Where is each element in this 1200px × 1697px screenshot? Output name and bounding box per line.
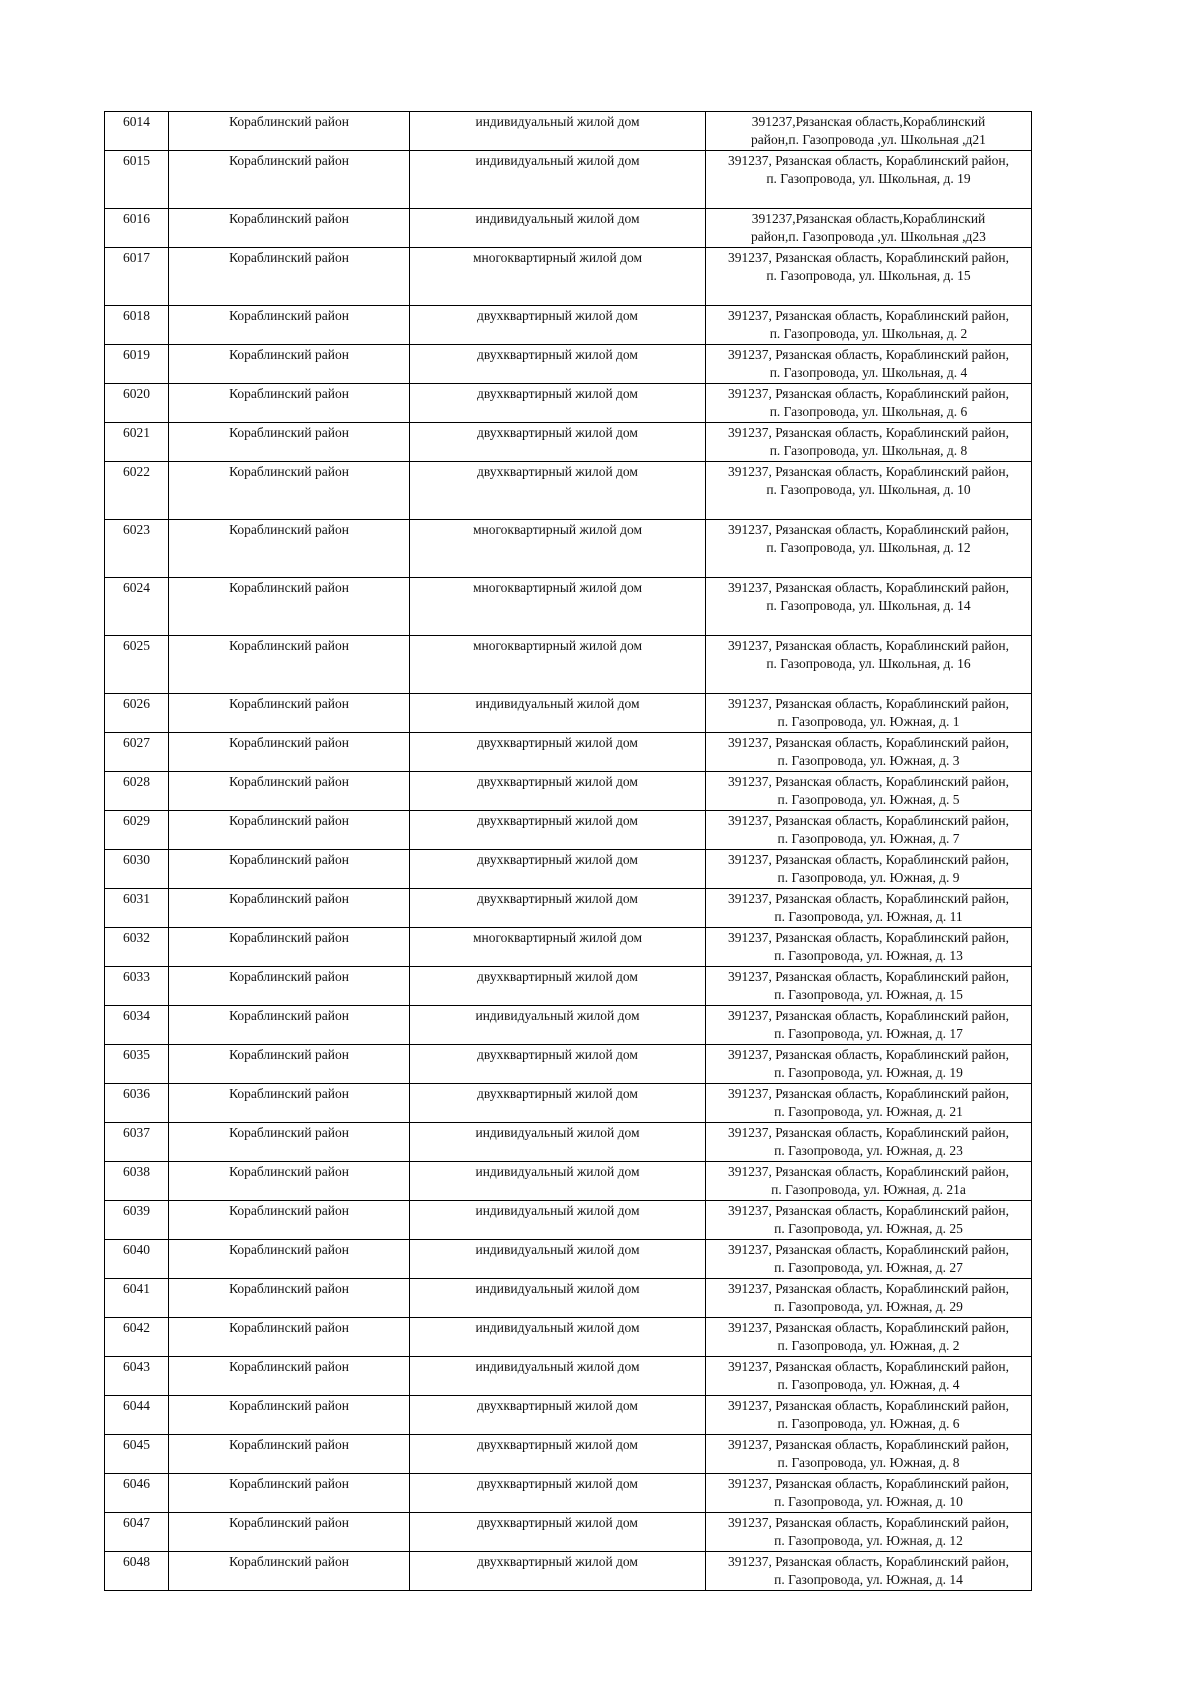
table-row (105, 1201, 1032, 1240)
address-cell (706, 1474, 1032, 1513)
address-cell (706, 967, 1032, 1006)
address-line-2: п. Газопровода, ул. Южная, д. 15 (774, 987, 963, 1002)
address-cell (706, 1006, 1032, 1045)
building-type-cell: двухквартирный жилой дом (410, 1513, 706, 1552)
building-type-cell: двухквартирный жилой дом (410, 1474, 706, 1513)
row-number-cell: 6037 (105, 1123, 169, 1162)
table-row (105, 1396, 1032, 1435)
district-cell: Кораблинский район (169, 345, 410, 384)
address-cell (706, 694, 1032, 733)
address-line-1: 391237, Рязанская область, Кораблинский район, (728, 1203, 1009, 1218)
address-cell (706, 384, 1032, 423)
row-number-cell: 6023 (105, 520, 169, 578)
district-cell: Кораблинский район (169, 520, 410, 578)
address-line-2: район,п. Газопровода ,ул. Школьная ,д21 (751, 132, 986, 147)
building-type-cell: двухквартирный жилой дом (410, 1045, 706, 1084)
address-line-2: п. Газопровода, ул. Южная, д. 27 (774, 1260, 963, 1275)
address-line-2: п. Газопровода, ул. Школьная, д. 16 (766, 656, 971, 671)
address-cell (706, 1123, 1032, 1162)
address-cell (706, 306, 1032, 345)
address-cell (706, 889, 1032, 928)
address-line-1: 391237, Рязанская область, Кораблинский район, (728, 1125, 1009, 1140)
address-line-2: п. Газопровода, ул. Школьная, д. 14 (766, 598, 971, 613)
address-line-2: п. Газопровода, ул. Южная, д. 17 (774, 1026, 963, 1041)
row-number-cell: 6040 (105, 1240, 169, 1279)
row-number-cell: 6034 (105, 1006, 169, 1045)
district-cell: Кораблинский район (169, 967, 410, 1006)
address-line-1: 391237, Рязанская область, Кораблинский район, (728, 347, 1009, 362)
row-number-cell: 6024 (105, 578, 169, 636)
address-cell (706, 850, 1032, 889)
row-number-cell: 6036 (105, 1084, 169, 1123)
district-cell: Кораблинский район (169, 578, 410, 636)
building-type-cell: двухквартирный жилой дом (410, 1396, 706, 1435)
address-line-1: 391237, Рязанская область, Кораблинский район, (728, 1359, 1009, 1374)
building-type-cell: двухквартирный жилой дом (410, 811, 706, 850)
row-number-cell: 6042 (105, 1318, 169, 1357)
district-cell: Кораблинский район (169, 1396, 410, 1435)
address-line-1: 391237, Рязанская область, Кораблинский район, (728, 1242, 1009, 1257)
address-cell (706, 1162, 1032, 1201)
row-number-cell: 6033 (105, 967, 169, 1006)
address-cell (706, 1318, 1032, 1357)
district-cell: Кораблинский район (169, 1435, 410, 1474)
address-cell (706, 733, 1032, 772)
address-line-2: п. Газопровода, ул. Южная, д. 7 (777, 831, 960, 846)
table-row (105, 1006, 1032, 1045)
address-line-2: п. Газопровода, ул. Южная, д. 14 (774, 1572, 963, 1587)
row-number-cell: 6017 (105, 248, 169, 306)
table-row (105, 772, 1032, 811)
address-line-2: п. Газопровода, ул. Южная, д. 8 (777, 1455, 960, 1470)
district-cell: Кораблинский район (169, 1006, 410, 1045)
table-row (105, 151, 1032, 209)
address-line-1: 391237, Рязанская область, Кораблинский район, (728, 1047, 1009, 1062)
row-number-cell: 6032 (105, 928, 169, 967)
district-cell: Кораблинский район (169, 112, 410, 151)
district-cell: Кораблинский район (169, 1201, 410, 1240)
address-line-1: 391237, Рязанская область, Кораблинский район, (728, 1476, 1009, 1491)
district-cell: Кораблинский район (169, 462, 410, 520)
district-cell: Кораблинский район (169, 151, 410, 209)
address-cell (706, 248, 1032, 306)
district-cell: Кораблинский район (169, 384, 410, 423)
table-row (105, 1552, 1032, 1591)
district-cell: Кораблинский район (169, 1084, 410, 1123)
address-line-1: 391237, Рязанская область, Кораблинский район, (728, 1164, 1009, 1179)
address-cell (706, 1240, 1032, 1279)
address-line-1: 391237, Рязанская область, Кораблинский район, (728, 1515, 1009, 1530)
row-number-cell: 6020 (105, 384, 169, 423)
table-row (105, 306, 1032, 345)
district-cell: Кораблинский район (169, 1552, 410, 1591)
row-number-cell: 6022 (105, 462, 169, 520)
row-number-cell: 6014 (105, 112, 169, 151)
address-cell (706, 462, 1032, 520)
address-line-1: 391237, Рязанская область, Кораблинский район, (728, 580, 1009, 595)
row-number-cell: 6029 (105, 811, 169, 850)
address-line-1: 391237, Рязанская область, Кораблинский район, (728, 386, 1009, 401)
building-type-cell: индивидуальный жилой дом (410, 1123, 706, 1162)
address-line-1: 391237, Рязанская область, Кораблинский район, (728, 813, 1009, 828)
row-number-cell: 6045 (105, 1435, 169, 1474)
building-type-cell: двухквартирный жилой дом (410, 1084, 706, 1123)
row-number-cell: 6028 (105, 772, 169, 811)
building-type-cell: многоквартирный жилой дом (410, 578, 706, 636)
building-type-cell: многоквартирный жилой дом (410, 928, 706, 967)
row-number-cell: 6030 (105, 850, 169, 889)
address-line-1: 391237, Рязанская область, Кораблинский район, (728, 969, 1009, 984)
address-line-1: 391237, Рязанская область, Кораблинский район, (728, 464, 1009, 479)
address-cell (706, 345, 1032, 384)
row-number-cell: 6043 (105, 1357, 169, 1396)
district-cell: Кораблинский район (169, 889, 410, 928)
building-type-cell: многоквартирный жилой дом (410, 248, 706, 306)
table-row (105, 1357, 1032, 1396)
district-cell: Кораблинский район (169, 1357, 410, 1396)
table-row (105, 345, 1032, 384)
address-cell (706, 1552, 1032, 1591)
table-row (105, 1513, 1032, 1552)
address-line-2: п. Газопровода, ул. Южная, д. 23 (774, 1143, 963, 1158)
address-line-2: п. Газопровода, ул. Южная, д. 6 (777, 1416, 960, 1431)
address-line-2: п. Газопровода, ул. Школьная, д. 19 (766, 171, 971, 186)
address-line-1: 391237, Рязанская область, Кораблинский район, (728, 425, 1009, 440)
address-line-2: п. Газопровода, ул. Южная, д. 2 (777, 1338, 960, 1353)
row-number-cell: 6031 (105, 889, 169, 928)
address-line-2: п. Газопровода, ул. Школьная, д. 8 (769, 443, 968, 458)
address-cell (706, 1435, 1032, 1474)
address-cell (706, 1357, 1032, 1396)
building-type-cell: двухквартирный жилой дом (410, 967, 706, 1006)
building-type-cell: двухквартирный жилой дом (410, 1435, 706, 1474)
table-row (105, 578, 1032, 636)
row-number-cell: 6016 (105, 209, 169, 248)
district-cell: Кораблинский район (169, 1318, 410, 1357)
address-line-1: 391237, Рязанская область, Кораблинский район, (728, 1437, 1009, 1452)
address-cell (706, 772, 1032, 811)
address-line-2: п. Газопровода, ул. Школьная, д. 10 (766, 482, 971, 497)
address-cell (706, 1201, 1032, 1240)
table-row (105, 462, 1032, 520)
address-line-2: п. Газопровода, ул. Южная, д. 9 (777, 870, 960, 885)
table-row (105, 967, 1032, 1006)
table-row (105, 1279, 1032, 1318)
address-line-1: 391237, Рязанская область, Кораблинский район, (728, 930, 1009, 945)
address-line-1: 391237, Рязанская область, Кораблинский район, (728, 1008, 1009, 1023)
address-line-1: 391237, Рязанская область, Кораблинский район, (728, 1281, 1009, 1296)
district-cell: Кораблинский район (169, 306, 410, 345)
address-line-2: п. Газопровода, ул. Южная, д. 29 (774, 1299, 963, 1314)
table-row (105, 1474, 1032, 1513)
row-number-cell: 6044 (105, 1396, 169, 1435)
building-type-cell: двухквартирный жилой дом (410, 733, 706, 772)
address-line-1: 391237, Рязанская область, Кораблинский район, (728, 774, 1009, 789)
building-type-cell: индивидуальный жилой дом (410, 1357, 706, 1396)
table-row (105, 1318, 1032, 1357)
row-number-cell: 6018 (105, 306, 169, 345)
building-type-cell: двухквартирный жилой дом (410, 462, 706, 520)
district-cell: Кораблинский район (169, 1474, 410, 1513)
address-cell (706, 1084, 1032, 1123)
district-cell: Кораблинский район (169, 1240, 410, 1279)
building-type-cell: индивидуальный жилой дом (410, 1162, 706, 1201)
address-line-1: 391237, Рязанская область, Кораблинский район, (728, 153, 1009, 168)
address-line-2: п. Газопровода, ул. Южная, д. 21а (771, 1182, 966, 1197)
building-type-cell: индивидуальный жилой дом (410, 1240, 706, 1279)
building-type-cell: двухквартирный жилой дом (410, 1552, 706, 1591)
table-row (105, 248, 1032, 306)
district-cell: Кораблинский район (169, 850, 410, 889)
building-type-cell: индивидуальный жилой дом (410, 1318, 706, 1357)
building-type-cell: многоквартирный жилой дом (410, 520, 706, 578)
district-cell: Кораблинский район (169, 1045, 410, 1084)
district-cell: Кораблинский район (169, 1513, 410, 1552)
table-row (105, 1045, 1032, 1084)
housing-registry-table (104, 111, 1032, 1591)
building-type-cell: индивидуальный жилой дом (410, 151, 706, 209)
table-row (105, 1162, 1032, 1201)
address-line-1: 391237, Рязанская область, Кораблинский район, (728, 1320, 1009, 1335)
table-row (105, 1240, 1032, 1279)
row-number-cell: 6035 (105, 1045, 169, 1084)
building-type-cell: индивидуальный жилой дом (410, 112, 706, 151)
row-number-cell: 6019 (105, 345, 169, 384)
address-line-2: п. Газопровода, ул. Южная, д. 13 (774, 948, 963, 963)
address-cell (706, 520, 1032, 578)
address-line-2: п. Газопровода, ул. Школьная, д. 15 (766, 268, 971, 283)
address-cell (706, 209, 1032, 248)
building-type-cell: многоквартирный жилой дом (410, 636, 706, 694)
district-cell: Кораблинский район (169, 248, 410, 306)
row-number-cell: 6026 (105, 694, 169, 733)
address-line-1: 391237, Рязанская область, Кораблинский район, (728, 522, 1009, 537)
table-row (105, 520, 1032, 578)
building-type-cell: двухквартирный жилой дом (410, 850, 706, 889)
address-cell (706, 928, 1032, 967)
address-cell (706, 811, 1032, 850)
address-cell (706, 1396, 1032, 1435)
table-row (105, 112, 1032, 151)
row-number-cell: 6025 (105, 636, 169, 694)
address-line-2: п. Газопровода, ул. Школьная, д. 4 (769, 365, 968, 380)
address-line-1: 391237, Рязанская область, Кораблинский район, (728, 638, 1009, 653)
table-row (105, 1084, 1032, 1123)
table-row (105, 1123, 1032, 1162)
address-cell (706, 636, 1032, 694)
address-line-2: п. Газопровода, ул. Южная, д. 11 (774, 909, 963, 924)
district-cell: Кораблинский район (169, 694, 410, 733)
table-row (105, 694, 1032, 733)
row-number-cell: 6041 (105, 1279, 169, 1318)
district-cell: Кораблинский район (169, 423, 410, 462)
building-type-cell: двухквартирный жилой дом (410, 384, 706, 423)
address-line-2: п. Газопровода, ул. Южная, д. 25 (774, 1221, 963, 1236)
building-type-cell: индивидуальный жилой дом (410, 1279, 706, 1318)
address-cell (706, 151, 1032, 209)
table-row (105, 209, 1032, 248)
address-line-1: 391237, Рязанская область, Кораблинский район, (728, 250, 1009, 265)
row-number-cell: 6047 (105, 1513, 169, 1552)
address-line-2: п. Газопровода, ул. Южная, д. 19 (774, 1065, 963, 1080)
table-row (105, 384, 1032, 423)
building-type-cell: индивидуальный жилой дом (410, 694, 706, 733)
row-number-cell: 6046 (105, 1474, 169, 1513)
address-cell (706, 578, 1032, 636)
district-cell: Кораблинский район (169, 636, 410, 694)
building-type-cell: индивидуальный жилой дом (410, 209, 706, 248)
table-row (105, 928, 1032, 967)
building-type-cell: двухквартирный жилой дом (410, 423, 706, 462)
address-line-1: 391237, Рязанская область, Кораблинский район, (728, 735, 1009, 750)
address-line-2: п. Газопровода, ул. Южная, д. 10 (774, 1494, 963, 1509)
address-line-1: 391237, Рязанская область, Кораблинский район, (728, 891, 1009, 906)
address-line-1: 391237, Рязанская область, Кораблинский район, (728, 1554, 1009, 1569)
row-number-cell: 6039 (105, 1201, 169, 1240)
building-type-cell: двухквартирный жилой дом (410, 345, 706, 384)
address-line-2: п. Газопровода, ул. Южная, д. 21 (774, 1104, 963, 1119)
table-row (105, 811, 1032, 850)
table-row (105, 850, 1032, 889)
address-line-1: 391237, Рязанская область, Кораблинский район, (728, 1398, 1009, 1413)
row-number-cell: 6021 (105, 423, 169, 462)
row-number-cell: 6027 (105, 733, 169, 772)
building-type-cell: двухквартирный жилой дом (410, 772, 706, 811)
address-cell (706, 1045, 1032, 1084)
building-type-cell: индивидуальный жилой дом (410, 1201, 706, 1240)
address-cell (706, 1279, 1032, 1318)
address-line-1: 391237, Рязанская область, Кораблинский район, (728, 852, 1009, 867)
table-row (105, 636, 1032, 694)
table-row (105, 889, 1032, 928)
district-cell: Кораблинский район (169, 1162, 410, 1201)
building-type-cell: двухквартирный жилой дом (410, 306, 706, 345)
address-line-1: 391237, Рязанская область, Кораблинский район, (728, 308, 1009, 323)
district-cell: Кораблинский район (169, 209, 410, 248)
address-line-2: п. Газопровода, ул. Южная, д. 4 (777, 1377, 960, 1392)
table-row (105, 1435, 1032, 1474)
address-line-2: район,п. Газопровода ,ул. Школьная ,д23 (751, 229, 986, 244)
address-cell (706, 423, 1032, 462)
district-cell: Кораблинский район (169, 928, 410, 967)
address-line-1: 391237,Рязанская область,Кораблинский (751, 211, 986, 226)
address-line-2: п. Газопровода, ул. Южная, д. 12 (774, 1533, 963, 1548)
district-cell: Кораблинский район (169, 772, 410, 811)
address-cell (706, 1513, 1032, 1552)
building-type-cell: индивидуальный жилой дом (410, 1006, 706, 1045)
address-line-2: п. Газопровода, ул. Школьная, д. 12 (766, 540, 971, 555)
district-cell: Кораблинский район (169, 1279, 410, 1318)
address-line-1: 391237, Рязанская область, Кораблинский район, (728, 696, 1009, 711)
table-row (105, 423, 1032, 462)
building-type-cell: двухквартирный жилой дом (410, 889, 706, 928)
address-line-2: п. Газопровода, ул. Южная, д. 5 (777, 792, 960, 807)
district-cell: Кораблинский район (169, 733, 410, 772)
row-number-cell: 6015 (105, 151, 169, 209)
address-line-2: п. Газопровода, ул. Южная, д. 3 (777, 753, 960, 768)
row-number-cell: 6048 (105, 1552, 169, 1591)
table-row (105, 733, 1032, 772)
address-cell (706, 112, 1032, 151)
address-line-2: п. Газопровода, ул. Школьная, д. 6 (769, 404, 968, 419)
address-line-2: п. Газопровода, ул. Школьная, д. 2 (769, 326, 968, 341)
district-cell: Кораблинский район (169, 1123, 410, 1162)
address-line-1: 391237, Рязанская область, Кораблинский район, (728, 1086, 1009, 1101)
address-line-2: п. Газопровода, ул. Южная, д. 1 (777, 714, 960, 729)
row-number-cell: 6038 (105, 1162, 169, 1201)
table-body (105, 112, 1032, 1591)
address-line-1: 391237,Рязанская область,Кораблинский (751, 114, 986, 129)
district-cell: Кораблинский район (169, 811, 410, 850)
